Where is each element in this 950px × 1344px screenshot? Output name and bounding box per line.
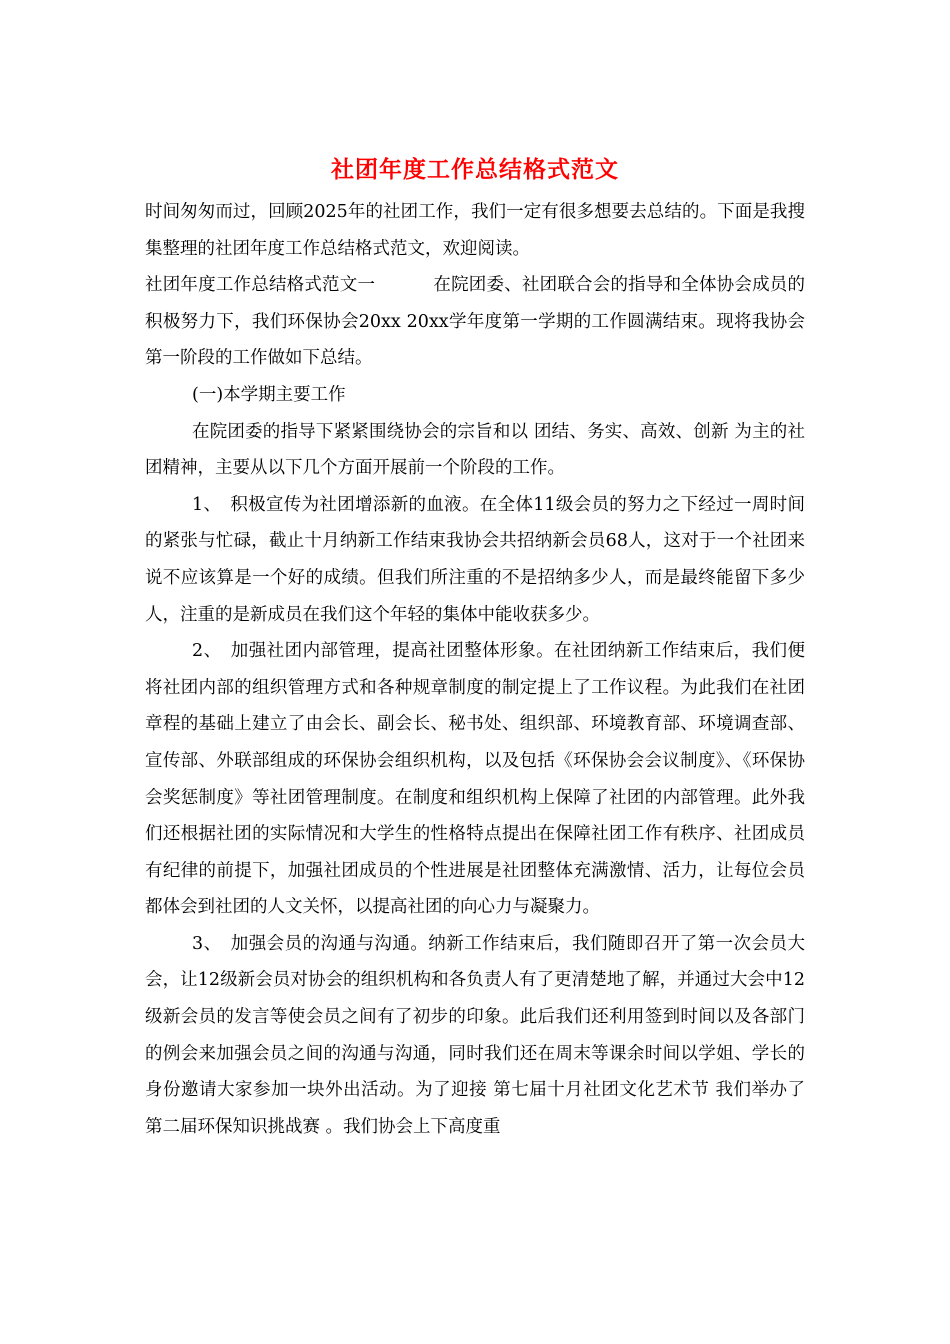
item-3-paragraph: 3、 加强会员的沟通与沟通。纳新工作结束后，我们随即召开了第一次会员大会，让12级新会员对协会的组织机构和各负责人有了更清楚地了解，并通过大会中12级新会员的发言等使会员之间有了初步的印象。此后我们还利用签到时间以及各部门的例会来加强会员之间的沟通与沟通，同时我们还在周末等课余时间以学姐、学长的身份邀请大家参加一块外出活动。为了迎接 第七届十月社团文化艺术节 我们举办了 第二届环保知识挑战赛 。我们协会上下高度重 xyxy=(145,933,805,1137)
document-page xyxy=(145,150,805,1145)
item-1-paragraph: 1、 积极宣传为社团增添新的血液。在全体11级会员的努力之下经过一周时间的紧张与忙碌，截止十月纳新工作结束我协会共招纳新会员68人，这对于一个社团来说不应该算是一个好的成绩。但我们所注重的不是招纳多少人，而是最终能留下多少人，注重的是新成员在我们这个年轻的集体中能收获多少。 xyxy=(145,494,805,625)
intro-paragraph: 时间匆匆而过，回顾2025年的社团工作，我们一定有很多想要去总结的。下面是我搜集整理的社团年度工作总结格式范文，欢迎阅读。 xyxy=(145,202,805,259)
section-paragraph xyxy=(145,267,805,377)
item-2-paragraph: 2、 加强社团内部管理，提高社团整体形象。在社团纳新工作结束后，我们便将社团内部的组织管理方式和各种规章制度的制定提上了工作议程。为此我们在社团章程的基础上建立了由会长、副会长、秘书处、组织部、环境教育部、环境调查部、宣传部、外联部组成的环保协会组织机构，以及包括《环保协会会议制度》、《环保协会奖惩制度》等社团管理制度。在制度和组织机构上保障了社团的内部管理。此外我们还根据社团的实际情况和大学生的性格特点提出在保障社团工作有秩序、社团成员有纪律的前提下，加强社团成员的个性进展是社团整体充满激情、活力，让每位会员都体会到社团的人文关怀，以提高社团的向心力与凝聚力。 xyxy=(145,641,805,918)
section-label: 社团年度工作总结格式范文一 xyxy=(145,275,376,296)
principle-paragraph: 在院团委的指导下紧紧围绕协会的宗旨和以 团结、务实、高效、创新 为主的社团精神，主要从以下几个方面开展前一个阶段的工作。 xyxy=(145,421,805,479)
section-text: 在院团委、社团联合会的指导和全体协会成员的积极努力下，我们环保协会20xx 20xx学年度第一学期的工作圆满结束。现将我协会第一阶段的工作做如下总结。 xyxy=(145,275,806,369)
document-title: 社团年度工作总结格式范文 xyxy=(331,156,619,183)
section-heading: (一)本学期主要工作 xyxy=(192,384,346,405)
